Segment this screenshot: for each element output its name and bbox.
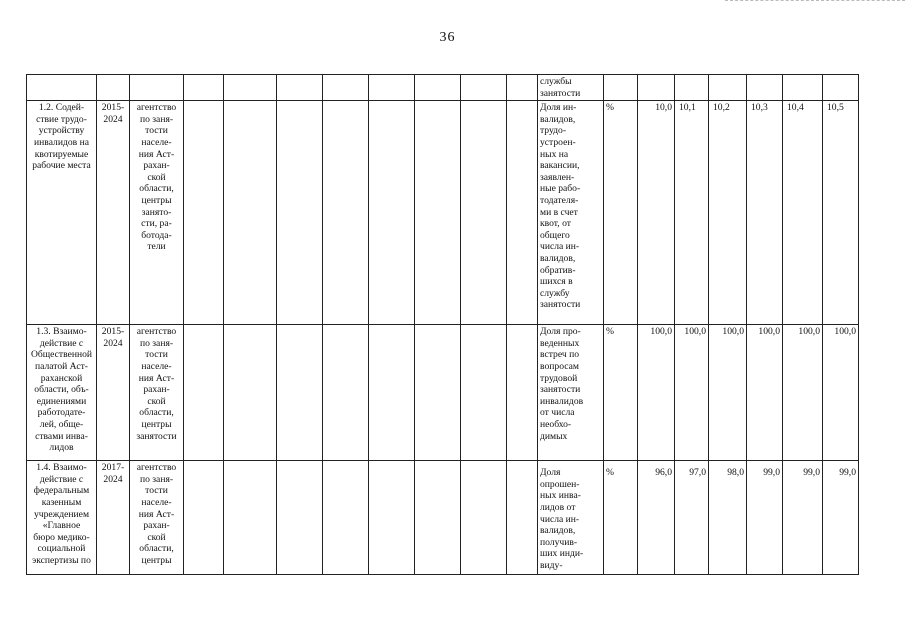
scan-edge-mark [725, 0, 905, 3]
cell-value: 10,3 [747, 101, 783, 325]
cell-value: 99,0 [783, 461, 823, 575]
cell-executor: агентство по заня- тости населе- ния Аст- рахан- ской области, центры занято- сти, ра- ботода- тели [130, 101, 184, 325]
page-number: 36 [439, 30, 456, 45]
cell-value: 100,0 [747, 325, 783, 461]
cell-value: 100,0 [823, 325, 859, 461]
cell-name [27, 75, 97, 101]
table-row [27, 461, 859, 575]
cell-years: 2017- 2024 [97, 461, 130, 575]
cell-value: 10,0 [638, 101, 675, 325]
cell-unit: % [604, 325, 638, 461]
cell-value: 100,0 [638, 325, 675, 461]
cell-value: 96,0 [638, 461, 675, 575]
table-row [27, 75, 859, 101]
program-table [26, 74, 859, 575]
cell-value: 100,0 [675, 325, 709, 461]
cell-unit: % [604, 101, 638, 325]
cell-value: 99,0 [747, 461, 783, 575]
cell-value: 100,0 [709, 325, 747, 461]
cell-name: 1.3. Взаимо- действие с Общественной палатой Аст- раханской области, объ- единениями работодате- лей, обще- ствами инва- лидов [27, 325, 97, 461]
cell-indicator: Доля ин- валидов, трудо- устроен- ных на вакансии, заявлен- ные рабо- тодателя- ми в счет квот, от общего числа ин- валидов, обратив- шихся в службу занятости [538, 101, 604, 325]
table-row [27, 101, 859, 325]
cell-years: 2015- 2024 [97, 325, 130, 461]
cell-name: 1.4. Взаимо- действие с федеральным казенным учреждением «Главное бюро медико- социальной экспертизы по [27, 461, 97, 575]
cell-years: 2015- 2024 [97, 101, 130, 325]
cell-name: 1.2. Содей- ствие трудо- устройству инвалидов на квотируемые рабочие места [27, 101, 97, 325]
cell-value: 10,5 [823, 101, 859, 325]
cell-executor: агентство по заня- тости населе- ния Аст- рахан- ской области, центры [130, 461, 184, 575]
cell-value: 10,1 [675, 101, 709, 325]
cell-executor [130, 75, 184, 101]
cell-unit: % [604, 461, 638, 575]
cell-value: 10,4 [783, 101, 823, 325]
cell-indicator: Доля опрошен- ных инва- лидов от числа ин- валидов, получив- ших инди- виду- [538, 461, 604, 575]
cell-value: 98,0 [709, 461, 747, 575]
table-row [27, 325, 859, 461]
cell-value: 97,0 [675, 461, 709, 575]
cell-executor: агентство по заня- тости населе- ния Аст- рахан- ской области, центры занятости [130, 325, 184, 461]
cell-years [97, 75, 130, 101]
cell-value: 100,0 [783, 325, 823, 461]
cell-indicator: службы занятости [538, 75, 604, 101]
cell-value: 99,0 [823, 461, 859, 575]
cell-indicator: Доля про- веденных встреч по вопросам трудовой занятости инвалидов от числа необхо- димых [538, 325, 604, 461]
cell-value: 10,2 [709, 101, 747, 325]
